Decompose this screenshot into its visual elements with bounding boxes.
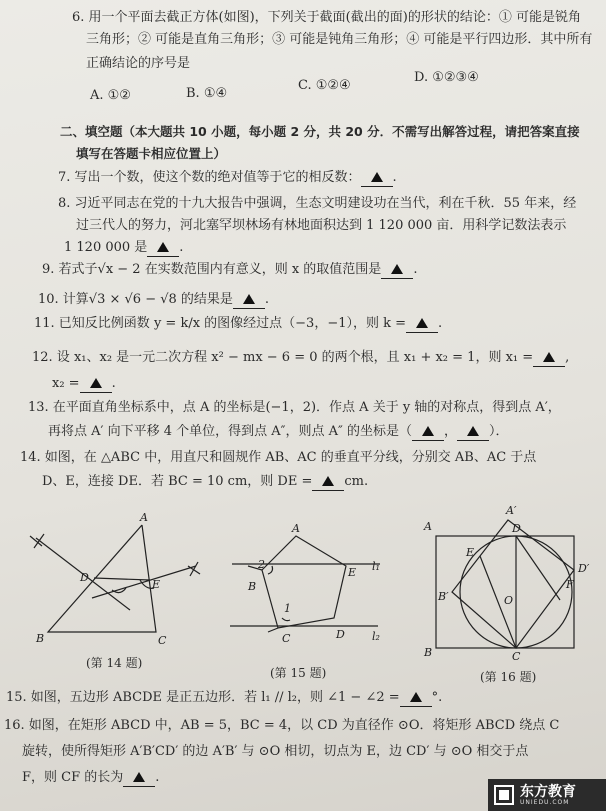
fig14-label-b: B <box>36 632 45 645</box>
fig16-label-f: F <box>566 578 574 591</box>
q16-line3-text: F，则 CF 的长为 <box>22 770 124 785</box>
fig15-label-e: E <box>348 566 357 579</box>
brand-watermark-logo <box>488 779 606 811</box>
fig16-label-o: O <box>504 594 514 607</box>
q10-text: 10. 计算√3 × √6 − √8 的结果是 <box>38 292 233 307</box>
brand-logo-text-group <box>520 785 576 806</box>
q15-answer-blank <box>400 690 432 707</box>
q8-line2: 过三代人的努力，河北塞罕坝林场有林地面积达到 1 120 000 亩．用科学记数法表示 <box>76 218 567 233</box>
fig16-label-b: B <box>424 646 433 659</box>
q11-text: 11. 已知反比例函数 y = k/x 的图像经过点（−3，−1），则 k = <box>34 316 407 331</box>
q8-line1: 8. 习近平同志在党的十九大报告中强调，生态文明建设功在当代，利在千秋．55 年来，经 <box>58 196 577 211</box>
fig16-label-b-prime: B′ <box>438 590 449 603</box>
fig16-rotated-rectangle <box>452 520 574 648</box>
answer-triangle-icon <box>410 692 422 702</box>
q14-line2-text: D、E，连接 DE．若 BC = 10 cm，则 DE = <box>42 474 313 489</box>
q9-text: 9. 若式子√x − 2 在实数范围内有意义，则 x 的取值范围是 <box>42 262 382 277</box>
fig16-label-a: A <box>424 520 432 533</box>
q12-line2-text: x₂ = <box>52 376 80 391</box>
q16-line2: 旋转，使所得矩形 A′B′CD′ 的边 A′B′ 与 ⊙O 相切，切点为 E，边 CD′ 与 ⊙O 相交于点 <box>22 744 529 759</box>
fig15-label-2: 2 <box>258 558 265 571</box>
fig16-label-d: D <box>512 522 521 535</box>
q6-line1: 6. 用一个平面去截正方体(如图)，下列关于截面(截出的面)的形状的结论：① 可能是锐角 <box>72 10 581 25</box>
figure-16-caption: (第 16 题) <box>480 670 537 684</box>
q6-line3: 正确结论的序号是 <box>86 56 191 71</box>
q16-answer-blank <box>123 770 155 787</box>
q8-line3-text: 1 120 000 是 <box>64 240 148 255</box>
fig15-label-b: B <box>248 580 257 593</box>
q14-line1: 14. 如图，在 △ABC 中，用直尺和圆规作 AB、AC 的垂直平分线，分别交 AB、AC 于点 <box>20 450 537 465</box>
q13-line1: 13. 在平面直角坐标系中，点 A 的坐标是(−1，2)．作点 A 关于 y 轴的对称点，得到点 A′， <box>28 400 561 415</box>
fig14-label-c: C <box>158 634 167 647</box>
figure-14-caption: (第 14 题) <box>86 656 143 670</box>
q16-line1: 16. 如图，在矩形 ABCD 中，AB = 5，BC = 4，以 CD 为直径作 ⊙O．将矩形 ABCD 绕点 C <box>4 718 560 733</box>
q6-option-b: B. ①④ <box>186 86 228 101</box>
q11: 11. 已知反比例函数 y = k/x 的图像经过点（−3，−1），则 k = . <box>34 316 443 331</box>
q7-text: 7. 写出一个数，使这个数的绝对值等于它的相反数： <box>58 170 361 185</box>
figure-15-caption: (第 15 题) <box>270 666 327 680</box>
brand-logo-url: UNIEDU.COM <box>520 798 570 806</box>
fig16-label-e: E <box>466 546 475 559</box>
fig16-label-c: C <box>512 650 521 663</box>
q12-line1: 12. 设 x₁、x₂ 是一元二次方程 x² − mx − 6 = 0 的两个根，且 x₁ + x₂ = 1，则 x₁ = , <box>32 350 570 365</box>
q15 <box>6 690 442 707</box>
q6-option-d: D. ①②③④ <box>414 70 479 85</box>
brand-logo-name: 东方教育 <box>520 783 576 800</box>
fig15-label-a: A <box>292 522 300 535</box>
brand-logo-icon <box>494 785 514 805</box>
fig15-label-d: D <box>336 628 345 641</box>
q12-line1-text: 12. 设 x₁、x₂ 是一元二次方程 x² − mx − 6 = 0 的两个根，且 x₁ + x₂ = 1，则 x₁ = <box>32 350 534 365</box>
q16-line3: F，则 CF 的长为 . <box>22 770 160 785</box>
fig15-label-l1: l₁ <box>372 560 380 573</box>
q13-close: ）． <box>489 424 509 439</box>
fig14-label-a: A <box>140 511 148 524</box>
fig14-label-e: E <box>152 578 161 591</box>
q8-line3: 1 120 000 是 . <box>64 240 184 255</box>
section-heading-line1: 二、填空题（本大题共 10 小题，每小题 2 分，共 20 分．不需写出解答过程，请把答案直接 <box>60 124 580 139</box>
fig16-label-a-prime: A′ <box>506 504 517 517</box>
section-heading-line2: 填写在答题卡相应位置上） <box>76 146 227 161</box>
fig16-rectangle-abcd <box>436 536 574 648</box>
fig14-label-d: D <box>80 571 89 584</box>
fig15-label-c: C <box>282 632 291 645</box>
q15-unit: °. <box>431 690 443 705</box>
q6-line2: 三角形；② 可能是直角三角形；③ 可能是钝角三角形；④ 可能是平行四边形．其中所有 <box>86 32 593 47</box>
q12-line2: x₂ = . <box>52 376 116 391</box>
fig16-label-d-prime: D′ <box>578 562 590 575</box>
q13-line2-text: 再将点 A′ 向下平移 4 个单位，得到点 A″，则点 A″ 的坐标是（ <box>48 424 413 439</box>
fig15-label-1: 1 <box>284 602 291 615</box>
q6-option-a: A. ①② <box>90 88 131 103</box>
q7: 7. 写出一个数，使这个数的绝对值等于它的相反数： . <box>58 170 397 185</box>
q10: 10. 计算√3 × √6 − √8 的结果是 . <box>38 292 270 307</box>
q6-option-c: C. ①②④ <box>298 78 351 93</box>
q15-text: 15. 如图，五边形 ABCDE 是正五边形．若 l₁ // l₂，则 ∠1 − ∠2 = <box>6 690 400 705</box>
q14-unit: cm. <box>344 474 369 489</box>
answer-triangle-icon <box>133 772 145 782</box>
fig15-label-l2: l₂ <box>372 630 380 643</box>
q13-comma: ， <box>444 424 458 439</box>
q9: 9. 若式子√x − 2 在实数范围内有意义，则 x 的取值范围是 . <box>42 262 418 277</box>
